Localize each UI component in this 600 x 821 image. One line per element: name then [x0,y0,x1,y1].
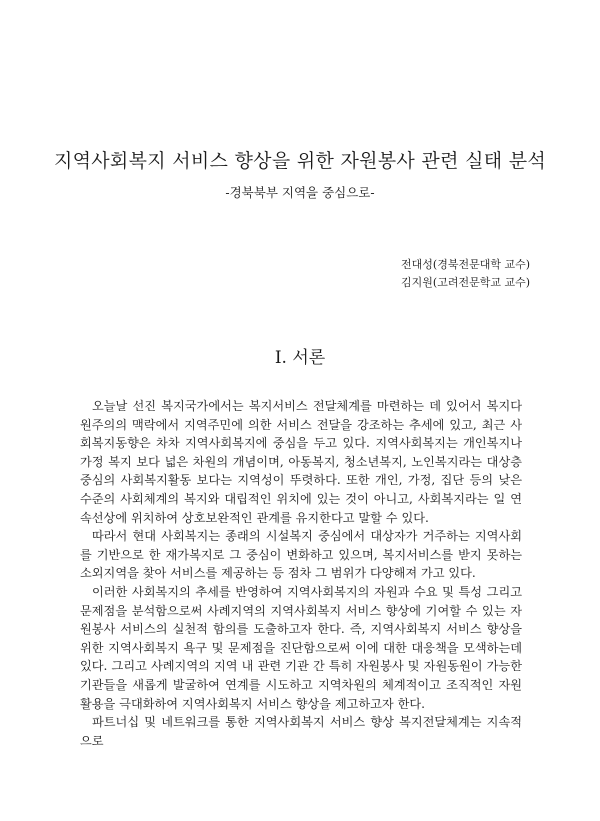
body-text [80,397,522,750]
paragraph: 이러한 사회복지의 추세를 반영하여 지역사회복지의 자원과 수요 및 특성 그리고 문제점을 분석함으로써 사례지역의 지역사회복지 서비스 향상에 기여할 수 있는 자원봉사 서비스의 실천적 함의를 도출하고자 한다. 즉, 지역사회복지 서비스 향상을 위한 지역사회복지 욕구 및 문제점을 진단함으로써 이에 대한 대응책을 모색하는데 있다. 그리고 사례지역의 지역 내 관련 기관 간 특히 자원봉사 및 자원동원이 가능한 기관들을 새롭게 발굴하여 연계를 시도하고 지역차원의 체계적이고 조직적인 자원 활용을 극대화하여 지역사회복지 서비스 향상을 제고하고자 한다. [80,584,522,711]
paragraph: 오늘날 선진 복지국가에서는 복지서비스 전달체계를 마련하는 데 있어서 복지다원주의의 맥락에서 지역주민에 의한 서비스 전달을 강조하는 추세에 있고, 최근 사회복지동향은 차차 지역사회복지에 중심을 두고 있다. 지역사회복지는 개인복지나 가정 복지 보다 넓은 차원의 개념이며, 아동복지, 청소년복지, 노인복지라는 대상층 중심의 사회복지활동 보다는 지역성이 뚜렷하다. 또한 개인, 가정, 집단 등의 낮은 수준의 사회체계의 복지와 대립적인 위치에 있는 것이 아니고, 사회복지라는 일 연속선상에 위치하여 상호보완적인 관계를 유지한다고 말할 수 있다. [80,399,522,525]
paper-title: 지역사회복지 서비스 향상을 위한 자원봉사 관련 실태 분석 [53,150,547,172]
author-line: 김지원(고려전문학교 교수) [401,276,530,289]
author-list [401,256,530,292]
author-line: 전대성(경북전문대학 교수) [401,258,530,271]
paper-subtitle: -경북북부 지역을 중심으로- [225,185,375,200]
paragraph: 파트너십 및 네트워크를 통한 지역사회복지 서비스 향상 복지전달체계는 지속적으로 [80,715,522,748]
section-heading: I. 서론 [274,348,326,368]
paragraph: 따라서 현대 사회복지는 종래의 시설복지 중심에서 대상자가 거주하는 지역사회를 기반으로 한 재가복지로 그 중심이 변화하고 있으며, 복지서비스를 받지 못하는 소외지역을 찾아 서비스를 제공하는 등 점차 그 범위가 다양해져 가고 있다. [80,529,522,581]
